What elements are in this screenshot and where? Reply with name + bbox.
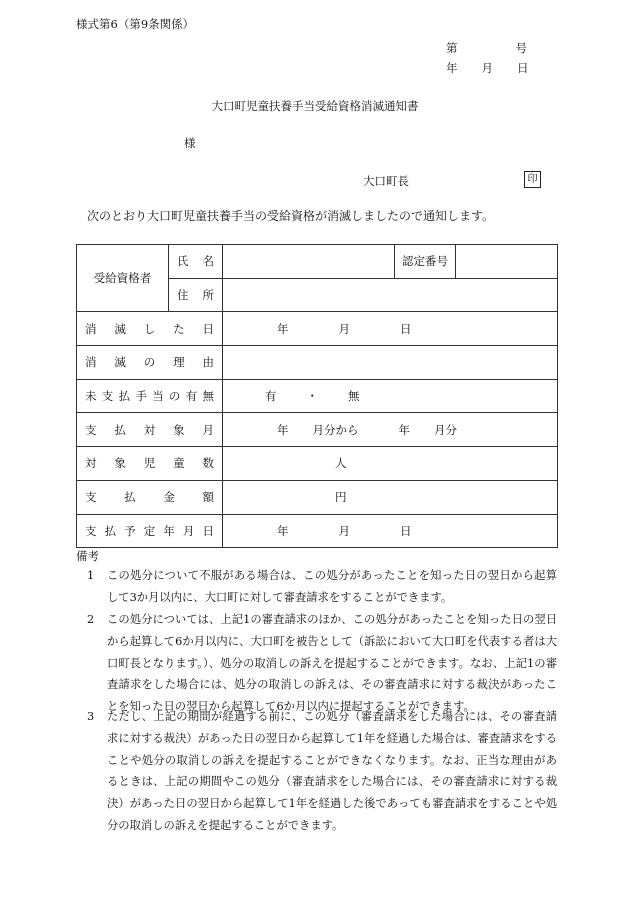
recipient-label: 受給資格者 xyxy=(77,245,169,312)
remark-number: 2 xyxy=(87,613,95,626)
table-row xyxy=(77,447,558,481)
remark-item xyxy=(87,706,557,837)
form-number: 様式第6（第9条関係） xyxy=(76,17,195,31)
remark-item xyxy=(87,565,557,609)
table-row xyxy=(77,514,558,548)
table-row xyxy=(77,480,558,514)
remark-text: この処分については、上記1の審査請求のほか、この処分があったことを知った日の翌日から起算して6か月以内に、大口町を被告として（訴訟において大口町を代表する者は大口町長となります。）、処分の取消しの訴えを提起することができます。なお、上記1の審査請求をした場合には、処分の取消しの訴えは、その審査請求に対する裁決があったことを知った日の翌日から起算して6か月以内に提起することができます。 xyxy=(107,613,557,714)
date-year: 年 xyxy=(446,61,458,75)
row-value: 年 月 日 xyxy=(223,312,558,346)
row-value xyxy=(223,346,558,380)
row-label: 支 払 予 定 年 月 日 xyxy=(77,514,223,548)
intro-text: 次のとおり大口町児童扶養手当の受給資格が消滅しましたので通知します。 xyxy=(87,209,495,223)
name-label: 氏 名 xyxy=(169,245,223,279)
address-label: 住 所 xyxy=(169,278,223,312)
recipient-name-row xyxy=(77,245,558,279)
table-row xyxy=(77,312,558,346)
table-row xyxy=(77,413,558,447)
row-value: 人 xyxy=(223,447,558,481)
row-label: 未 支 払 手 当 の 有 無 xyxy=(77,379,223,413)
table-row xyxy=(77,379,558,413)
row-value: 年 月 日 xyxy=(223,514,558,548)
row-value: 有 ・ 無 xyxy=(223,379,558,413)
issue-date-line xyxy=(446,60,529,76)
remark-item xyxy=(87,609,557,718)
remark-text: ただし、上記の期間が経過する前に、この処分（審査請求をした場合には、その審査請求に対する裁決）があった日の翌日から起算して1年を経過した場合は、審査請求をすることや処分の取消しの訴えを提起することができなくなります。なお、正当な理由があるときは、上記の期間やこの処分（審査請求をした場合には、その審査請求に対する裁決）があった日の翌日から起算して1年を経過した後であっても審査請求をすることや処分の取消しの訴えを提起することができます。 xyxy=(107,710,557,832)
row-label: 支 払 対 象 月 xyxy=(77,413,223,447)
document-number-line xyxy=(446,40,527,56)
table-row xyxy=(77,346,558,380)
recipient-suffix: 様 xyxy=(184,136,196,150)
number-suffix: 号 xyxy=(515,41,527,55)
issuer-name: 大口町長 xyxy=(363,174,409,188)
document-title: 大口町児童扶養手当受給資格消滅通知書 xyxy=(211,99,419,113)
date-month: 月 xyxy=(481,61,493,75)
remark-text: この処分について不服がある場合は、この処分があったことを知った日の翌日から起算して3か月以内に、大口町に対して審査請求をすることができます。 xyxy=(107,569,557,604)
row-label: 対 象 児 童 数 xyxy=(77,447,223,481)
seal-mark: 印 xyxy=(524,171,541,188)
row-label: 消 滅 し た 日 xyxy=(77,312,223,346)
remark-number: 3 xyxy=(87,710,95,723)
notice-table xyxy=(76,244,558,548)
date-day: 日 xyxy=(517,61,529,75)
remark-number: 1 xyxy=(87,569,95,582)
row-value: 年 月分から 年 月分 xyxy=(223,413,558,447)
cert-number-label: 認定番号 xyxy=(395,245,456,279)
row-label: 支 払 金 額 xyxy=(77,480,223,514)
row-label: 消 滅 の 理 由 xyxy=(77,346,223,380)
row-value: 円 xyxy=(223,480,558,514)
cert-number-value xyxy=(456,245,558,279)
address-value xyxy=(223,278,558,312)
remarks-heading: 備考 xyxy=(76,549,99,563)
number-prefix: 第 xyxy=(446,41,458,55)
name-value xyxy=(223,245,395,279)
